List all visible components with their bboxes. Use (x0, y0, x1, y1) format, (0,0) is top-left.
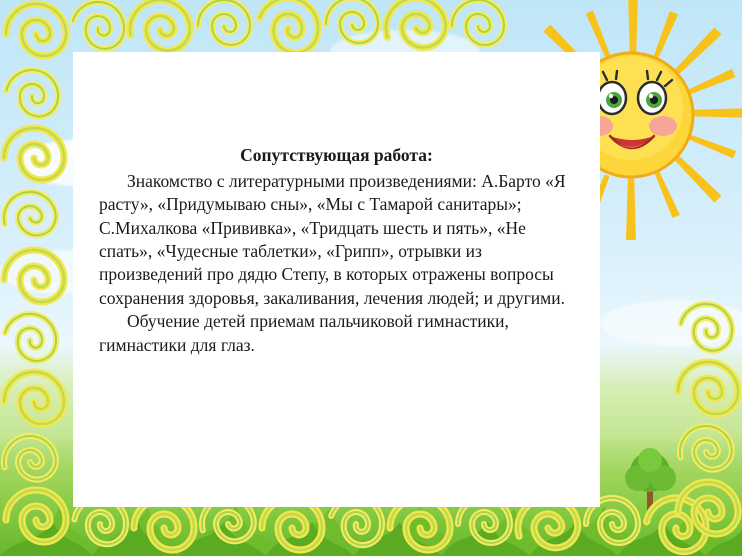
page-title: Сопутствующая работа: (240, 145, 433, 165)
content-card (73, 52, 600, 507)
body-paragraph-1: Знакомство с литературными произведениями: А.Барто «Я расту», «Придумываю сны», «Мы с Тамарой санитары»; С.Михалкова «Прививка», «Тридцать шесть и пять», «Не спать», «Чудесные таблетки», «Грипп», отрывки из произведений про дядю Степу, в которых отражены вопросы сохранения здоровья, закаливания, лечения людей; и другими. (99, 170, 566, 308)
body-paragraph-2: Обучение детей приемам пальчиковой гимнастики, гимнастики для глаз. (99, 311, 509, 355)
tree-icon (622, 442, 680, 514)
